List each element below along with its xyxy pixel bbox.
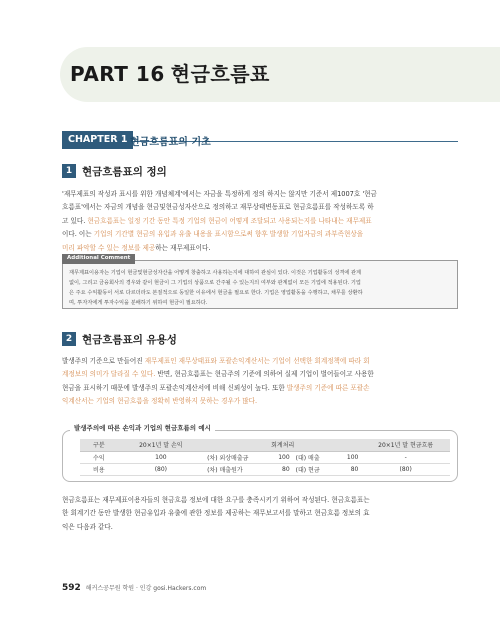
row-credit: (대) 매출	[295, 454, 320, 462]
section-1-heading	[62, 163, 167, 179]
header-category: 구분	[80, 439, 118, 451]
section-1-paragraph	[62, 188, 458, 255]
table-header-row	[80, 439, 450, 451]
row-debit: (차) 매출원가	[207, 466, 243, 474]
row-credit-amount: 100	[346, 453, 359, 461]
table-row	[80, 451, 450, 463]
comment-line: 없이, 그리고 금융회사의 경우와 같이 현금이 그 기업의 상품으로 간주될 수 있는지의 여부와 관계없이 모든 기업에 적용된다. 기업	[69, 280, 361, 286]
para-line: '재무제표의 작성과 표시를 위한 개념체계'에서는 자금을 특정하게 정의 하지는 않지만 기준서 제1007호 '현금	[62, 190, 377, 198]
chapter-label: CHAPTER 1	[62, 131, 133, 149]
example-table	[80, 439, 450, 476]
page-number: 592	[62, 583, 81, 593]
para-line: 이다. 이는 기업의 기간별 현금의 유입과 유출 내용을 표시함으로써 향후 발생할 기업자금의 과부족현상을	[62, 230, 364, 239]
para-line: 현금흐름표는 재무제표이용자들의 현금흐름 정보에 대한 요구를 충족시키기 위하여 작성된다. 현금흐름표는	[62, 496, 370, 504]
row-credit-amount: 80	[350, 465, 359, 473]
para-line: 한 회계기간 동안 발생한 현금유입과 유출에 관한 정보를 제공하는 재무보고서를 말하고 현금흐름 정보의 효	[62, 509, 370, 518]
para-line: 익은 다음과 같다.	[62, 522, 113, 531]
part-label: PART 16	[70, 62, 165, 86]
footer-text: 해커스공무원 학원 · 인강 gosi.Hackers.com	[85, 585, 207, 592]
table-row	[80, 463, 450, 475]
row-debit-amount: 100	[278, 453, 290, 461]
header-profit: 20×1년 말 손익	[118, 439, 204, 451]
para-line: 발생주의 기준으로 만들어진 재무제표인 재무상태표와 포괄손익계산서는 기업이 선택한 회계정책에 따라 회	[62, 357, 370, 365]
row-debit: (차) 외상매출금	[207, 454, 249, 462]
section-2-number: 2	[62, 332, 76, 346]
part-title	[70, 58, 270, 92]
chapter-title: 현금흐름표의 기초	[130, 137, 211, 148]
row-item: 수익	[93, 454, 105, 462]
comment-line: 재무제표이용자는 기업이 현금및현금성자산을 어떻게 창출하고 사용하는지에 대하여 관심이 있다. 이것은 기업활동의 성격에 관계	[69, 270, 362, 276]
para-line: 미리 파악할 수 있는 정보를 제공하는 재무제표이다.	[62, 243, 211, 252]
additional-comment-label: Additional Comment	[62, 254, 135, 264]
section-1-number: 1	[62, 164, 76, 178]
row-debit-amount: 80	[282, 465, 290, 473]
para-line: 고 있다. 현금흐름표는 일정 기간 동안 특정 기업의 현금이 어떻게 조달되고 사용되는지를 나타내는 재무제표	[62, 216, 372, 225]
row-profit: (80)	[154, 465, 168, 473]
header-cashflow: 20×1년 말 현금흐름	[361, 439, 450, 451]
row-cashflow: (80)	[399, 465, 412, 473]
para-line: 계정보의 의미가 달라질 수 있다. 반면, 현금흐름표는 현금주의 기준에 의하여 실제 기업이 벌어들이고 사용한	[62, 370, 374, 379]
para-line: 현금을 표시하기 때문에 발생주의 포괄손익계산서에 비해 신뢰성이 높다. 또한 발생주의 기준에 따른 포괄손	[62, 383, 370, 392]
header-journal: 회계처리	[204, 439, 361, 451]
row-item: 비용	[93, 466, 105, 474]
closing-paragraph	[62, 494, 458, 534]
section-2-paragraph	[62, 355, 458, 409]
para-line: 흐름표'에서는 자금의 개념을 현금및현금성자산으로 정의하고 재무상태변동표로 현금흐름표를 작성하도록 하	[62, 203, 374, 212]
comment-line: 며, 투자자에게 투자수익을 분배하기 위하여 현금이 필요하다.	[69, 300, 208, 306]
section-2-heading	[62, 331, 177, 347]
row-profit: 100	[155, 453, 167, 461]
row-credit: (대) 현금	[295, 466, 320, 474]
para-line: 익계산서는 기업의 현금흐름을 정확히 반영하지 못하는 경우가 많다.	[62, 397, 258, 406]
part-name: 현금흐름표	[170, 62, 270, 86]
page-footer	[62, 583, 206, 593]
row-cashflow: -	[404, 453, 407, 461]
additional-comment-text	[69, 268, 453, 308]
comment-line: 은 주요 수익활동이 서로 다르더라도 본질적으로 동일한 이유에서 현금을 필요로 한다. 기업은 영업활동을 수행하고, 채무를 상환하	[69, 290, 363, 296]
example-table-caption: 발생주의에 따른 손익과 기업의 현금흐름의 예시	[70, 422, 215, 434]
section-1-title: 현금흐름표의 정의	[82, 165, 167, 178]
section-2-title: 현금흐름표의 유용성	[82, 333, 177, 346]
